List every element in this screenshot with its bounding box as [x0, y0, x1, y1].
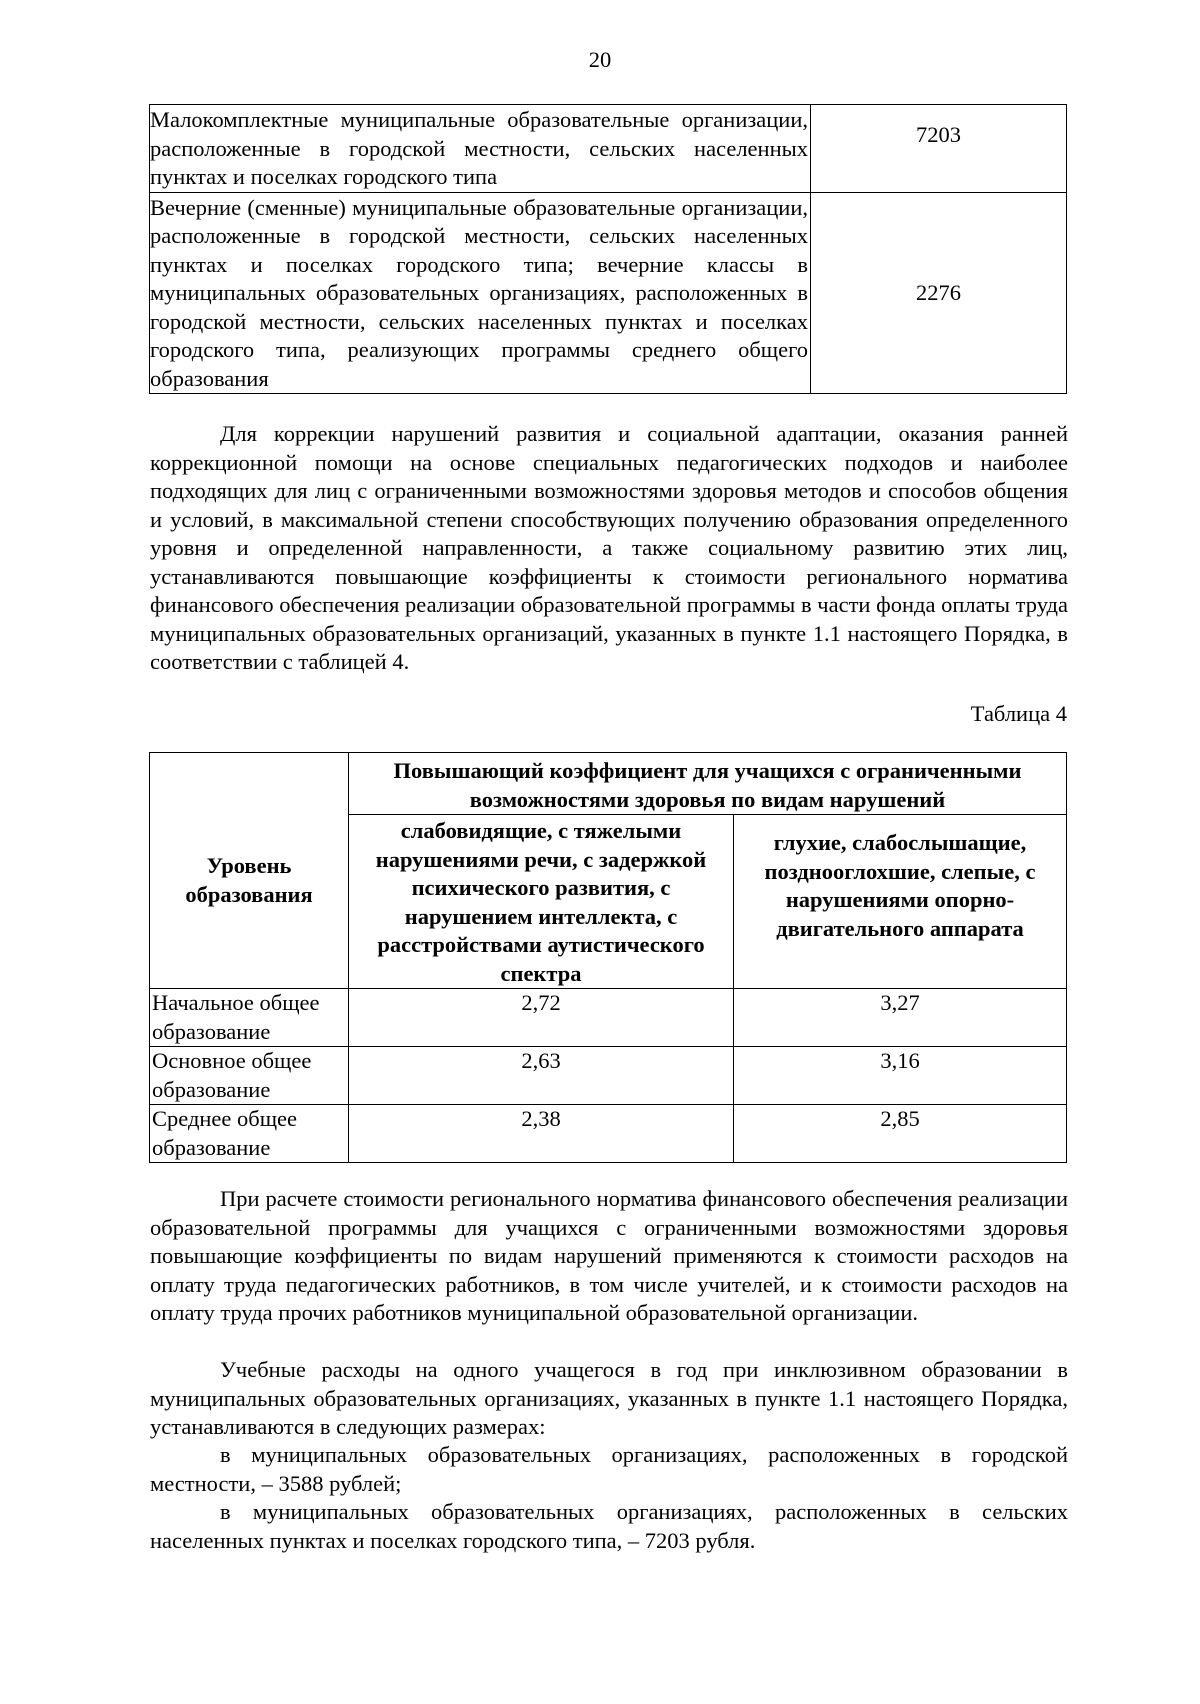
column-header-group: Повышающий коэффициент для учащихся с ограниченными возможностями здоровья по видам нарушений: [349, 753, 1067, 815]
coefficient-cell: 2,63: [349, 1047, 734, 1105]
cost-table-continued: [149, 104, 1067, 394]
paragraph-urban: в муниципальных образовательных организациях, расположенных в городской местности, – 3588 рублей;: [150, 1442, 1068, 1496]
cost-value-cell: 2276: [811, 192, 1067, 394]
page-number: 20: [588, 47, 612, 72]
education-level-cell: Среднее общее образование: [150, 1105, 349, 1163]
paragraph-correction: Для коррекции нарушений развития и социальной адаптации, оказания ранней коррекционной помощи на основе специальных педагогических подходов и наиболее подходящих для лиц с ограниченными возможностями здоровья методов и способов общения и условий, в максимальной степени способствующих получению образования определенного уровня и определенной направленности, а также социальному развитию этих лиц, устанавливаются повышающие коэффициенты к стоимости регионального норматива финансового обеспечения реализации образовательной программы в части фонда оплаты труда муниципальных образовательных организаций, указанных в пункте 1.1 настоящего Порядка, в соответствии с таблицей 4.: [150, 421, 1068, 674]
organization-type-cell: Малокомплектные муниципальные образовательные организации, расположенные в городской местности, сельских населенных пунктах и поселках городского типа: [150, 105, 811, 193]
coefficient-table: [149, 752, 1067, 1163]
table-caption: Таблица 4: [970, 701, 1067, 726]
education-level-cell: Основное общее образование: [150, 1047, 349, 1105]
table-header-row: [150, 753, 1067, 815]
table-row: [150, 192, 1067, 394]
table-row: [150, 105, 1067, 193]
paragraph-rural: в муниципальных образовательных организациях, расположенных в сельских населенных пунктах и поселках городского типа, – 7203 рубля.: [150, 1499, 1068, 1553]
coefficient-cell: 2,72: [349, 989, 734, 1047]
coefficient-cell: 2,85: [734, 1105, 1067, 1163]
coefficient-cell: 2,38: [349, 1105, 734, 1163]
coefficient-cell: 3,16: [734, 1047, 1067, 1105]
cost-value-cell: 7203: [811, 105, 1067, 193]
paragraph-expenses: Учебные расходы на одного учащегося в год при инклюзивном образовании в муниципальных образовательных организациях, указанных в пункте 1.1 настоящего Порядка, устанавливаются в следующих размерах:: [150, 1357, 1068, 1439]
organization-type-cell: Вечерние (сменные) муниципальные образовательные организации, расположенные в городской местности, сельских населенных пунктах и поселках городского типа; вечерние классы в муниципальных образовательных организациях, расположенных в городской местности, сельских населенных пунктах и поселках городского типа, реализующих программы среднего общего образования: [150, 192, 811, 394]
column-header-level: Уровень образования: [150, 753, 349, 989]
paragraph-calculation: При расчете стоимости регионального норматива финансового обеспечения реализации образовательной программы для учащихся с ограниченными возможностями здоровья повышающие коэффициенты по видам нарушений применяются к стоимости расходов на оплату труда педагогических работников, в том числе учителей, и к стоимости расходов на оплату труда прочих работников муниципальной образовательной организации.: [150, 1186, 1068, 1325]
coefficient-cell: 3,27: [734, 989, 1067, 1047]
column-header-group-1: слабовидящие, с тяжелыми нарушениями речи, с задержкой психического развития, с нарушением интеллекта, с расстройствами аутистического спектра: [349, 815, 734, 989]
table-row: [150, 989, 1067, 1047]
table-row: [150, 1105, 1067, 1163]
column-header-group-2: глухие, слабослышащие, позднооглохшие, слепые, с нарушениями опорно-двигательного аппарата: [734, 815, 1067, 989]
table-row: [150, 1047, 1067, 1105]
education-level-cell: Начальное общее образование: [150, 989, 349, 1047]
